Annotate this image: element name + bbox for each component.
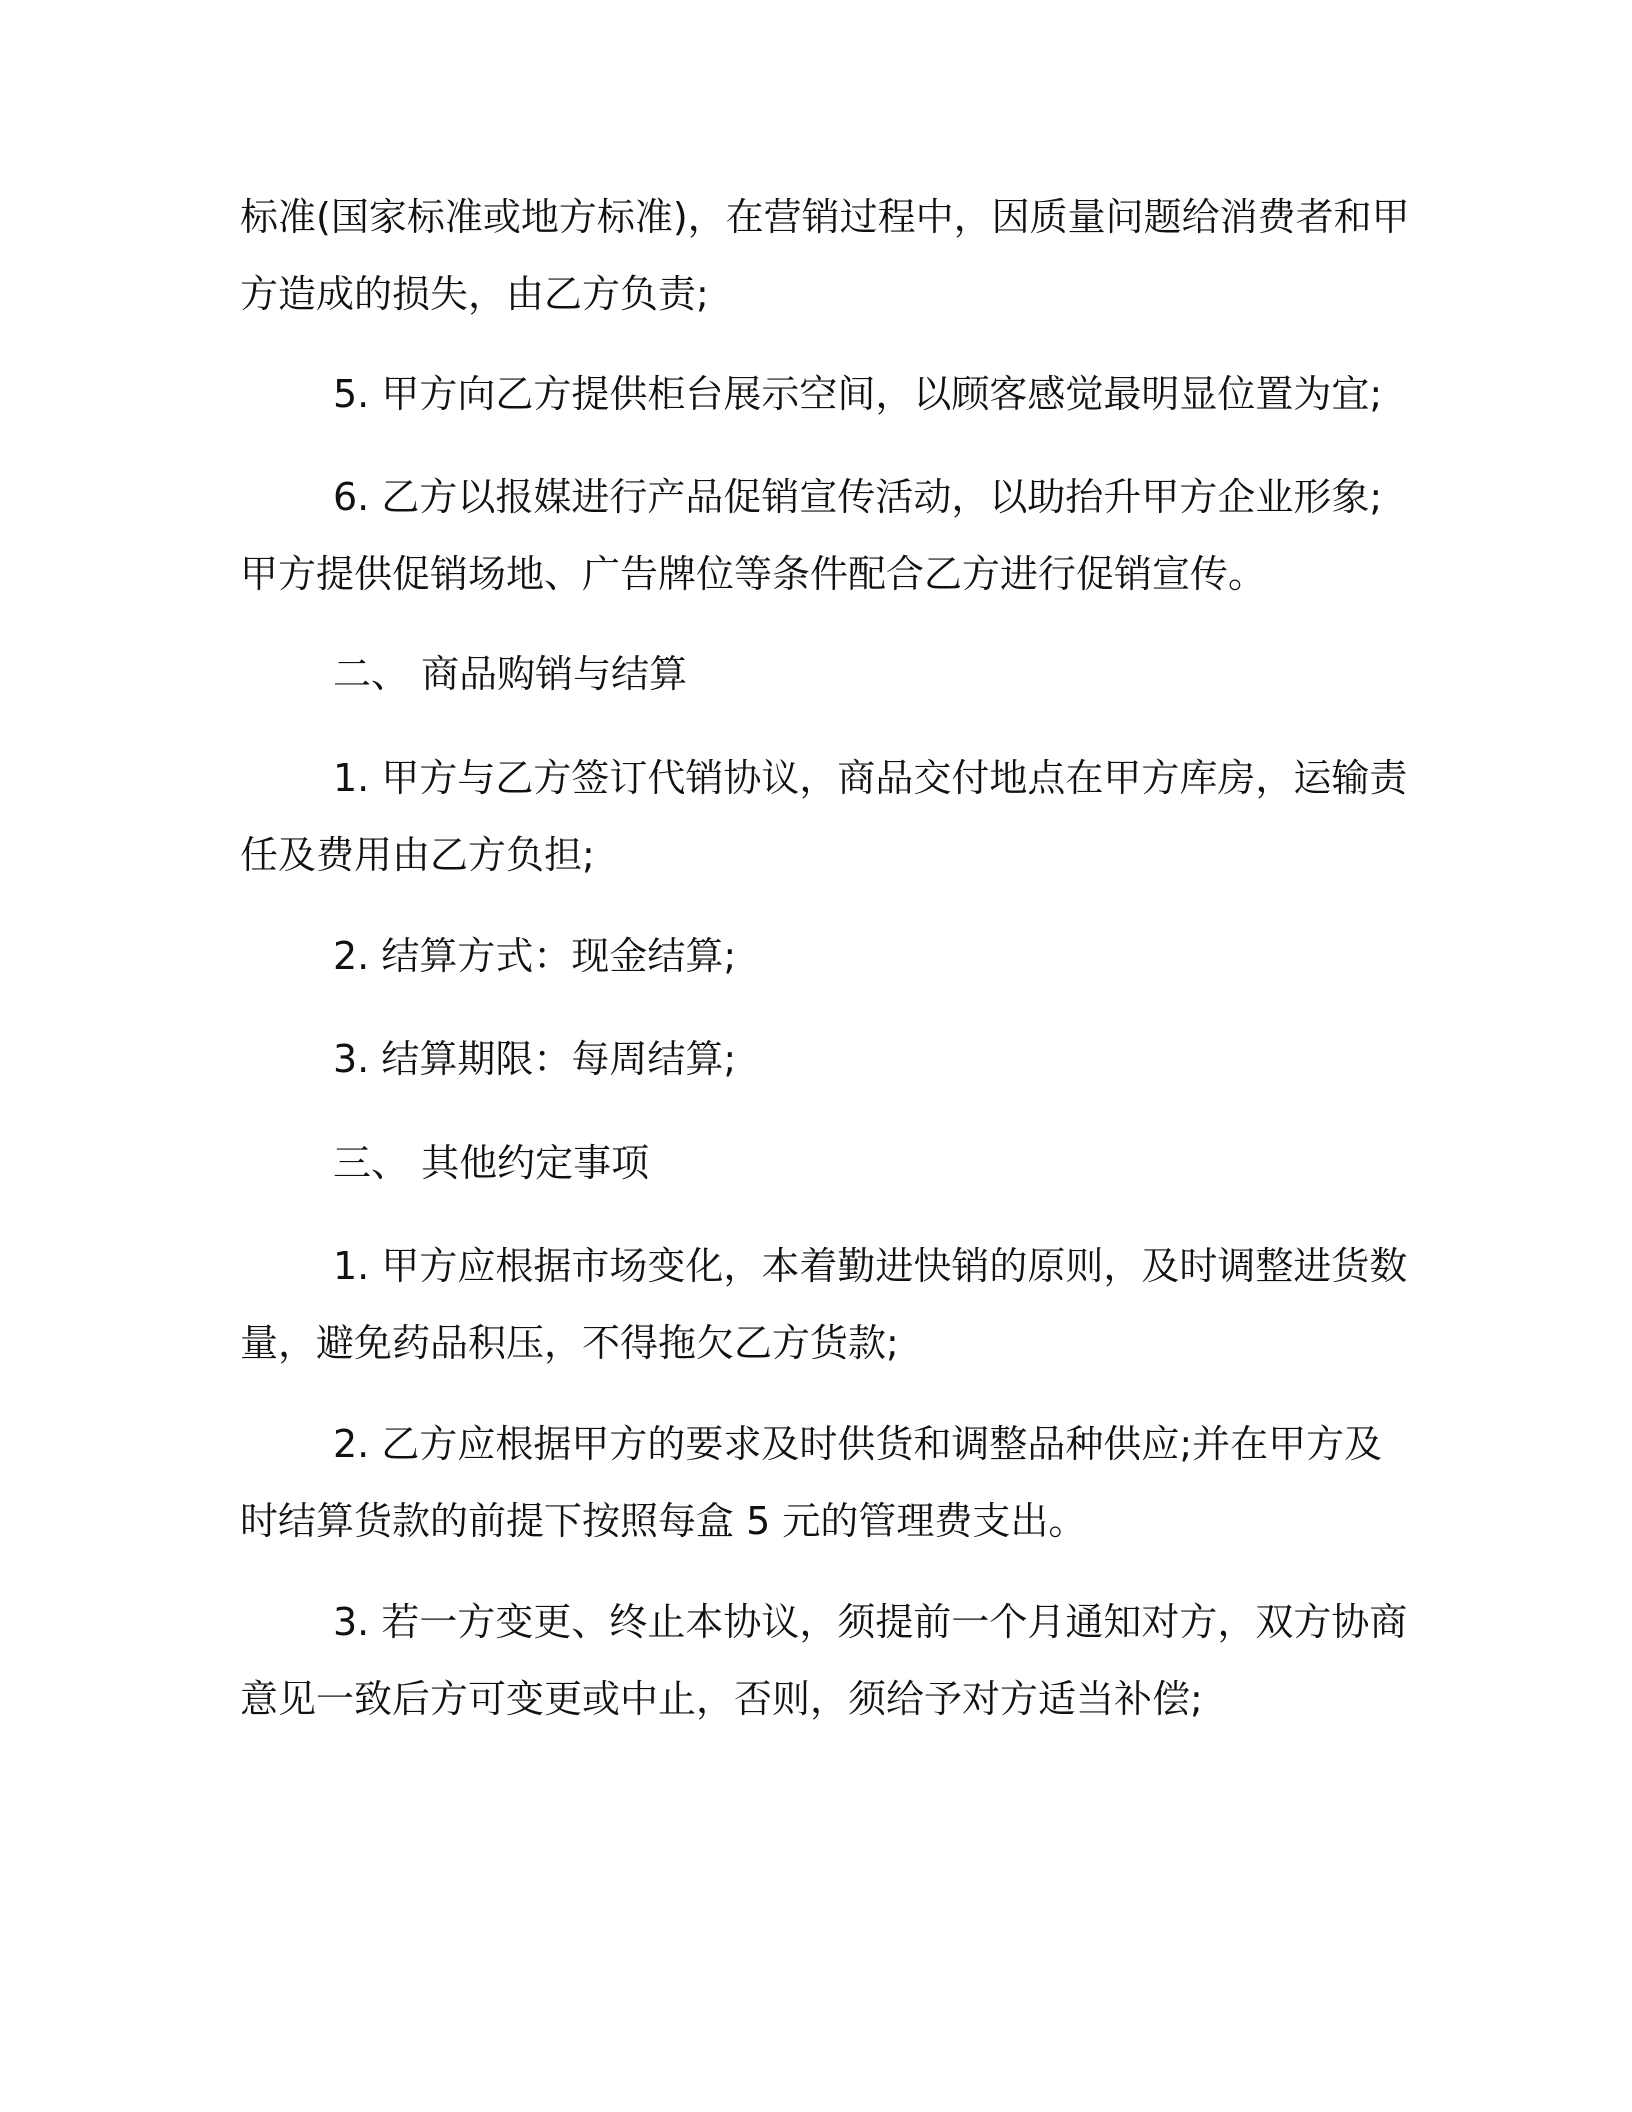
text-line: 1. 甲方应根据市场变化，本着勤进快销的原则，及时调整进货数 bbox=[333, 1244, 1408, 1288]
text-line: 意见一致后方可变更或中止，否则，须给予对方适当补偿; bbox=[240, 1677, 1203, 1721]
text-line: 任及费用由乙方负担; bbox=[240, 833, 595, 877]
paragraph-s3-item-2 bbox=[240, 1406, 1390, 1560]
text-line: 6. 乙方以报媒进行产品促销宣传活动，以助抬升甲方企业形象; bbox=[333, 475, 1383, 519]
text-line: 甲方提供促销场地、广告牌位等条件配合乙方进行促销宣传。 bbox=[240, 552, 1267, 596]
paragraph-s3-item-1 bbox=[240, 1228, 1408, 1382]
paragraph-s2-item-1 bbox=[240, 740, 1408, 894]
text-line: 3. 结算期限：每周结算; bbox=[333, 1037, 737, 1081]
text-line: 3. 若一方变更、终止本协议，须提前一个月通知对方，双方协商 bbox=[333, 1600, 1408, 1644]
text-line: 2. 乙方应根据甲方的要求及时供货和调整品种供应;并在甲方及 bbox=[333, 1422, 1383, 1466]
paragraph-s3-item-3 bbox=[240, 1584, 1408, 1738]
section-heading-3 bbox=[333, 1125, 1483, 1202]
section-title: 二、 商品购销与结算 bbox=[333, 652, 688, 696]
paragraph-s2-item-3 bbox=[333, 1021, 1483, 1098]
paragraph-item-6 bbox=[240, 459, 1390, 613]
text-line: 2. 结算方式：现金结算; bbox=[333, 934, 737, 978]
text-line: 5. 甲方向乙方提供柜台展示空间，以顾客感觉最明显位置为宜; bbox=[333, 372, 1383, 416]
text-line: 量，避免药品积压，不得拖欠乙方货款; bbox=[240, 1321, 899, 1365]
text-line: 方造成的损失，由乙方负责; bbox=[240, 272, 709, 316]
section-heading-2 bbox=[333, 636, 1483, 713]
section-title: 三、 其他约定事项 bbox=[333, 1141, 650, 1185]
text-line: 1. 甲方与乙方签订代销协议，商品交付地点在甲方库房，运输责 bbox=[333, 756, 1408, 800]
paragraph-continuation bbox=[240, 179, 1410, 333]
text-line: 标准(国家标准或地方标准)，在营销过程中，因质量问题给消费者和甲 bbox=[240, 195, 1410, 239]
paragraph-item-5 bbox=[333, 356, 1483, 433]
text-line: 时结算货款的前提下按照每盒 5 元的管理费支出。 bbox=[240, 1499, 1087, 1543]
paragraph-s2-item-2 bbox=[333, 918, 1483, 995]
